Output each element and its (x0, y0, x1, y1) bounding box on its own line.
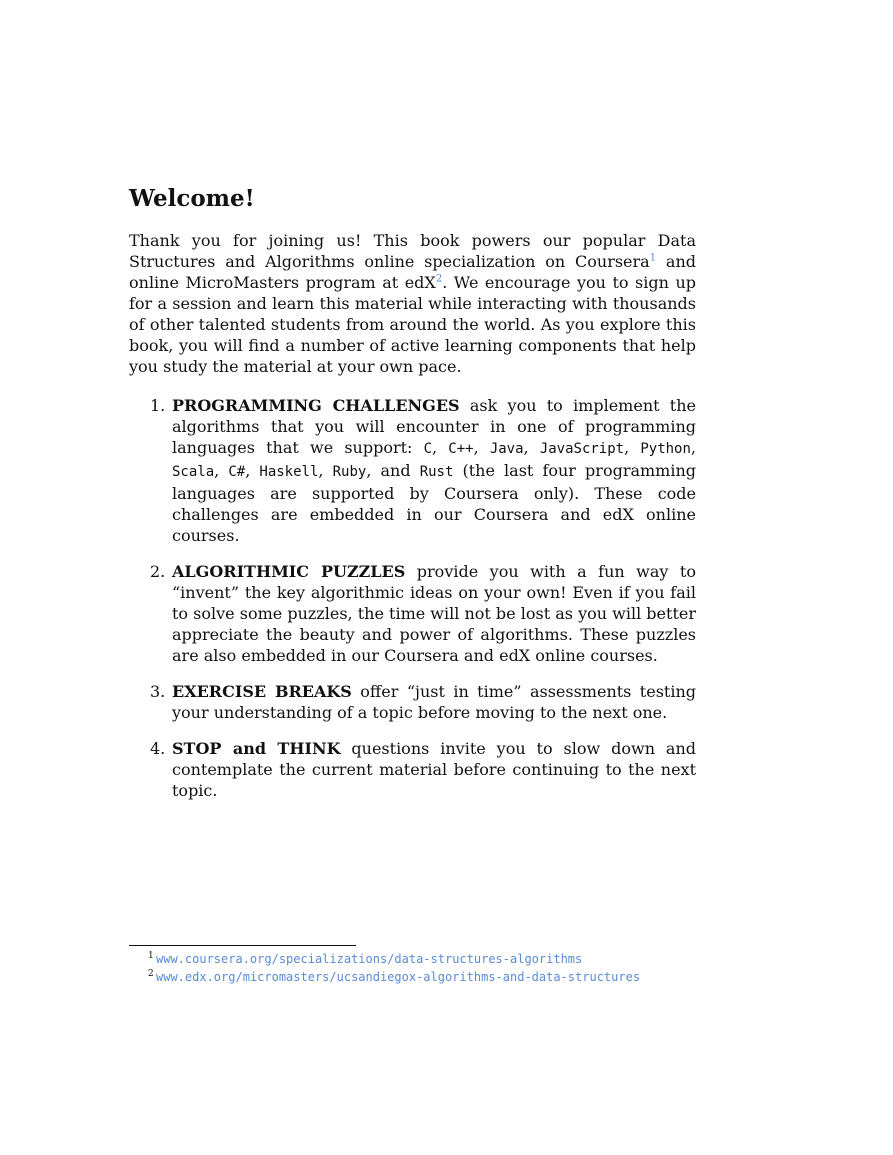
intro-text-1: Thank you for joining us! This book powers our popular Data Structures and Algorithms online specialization on Coursera (129, 231, 696, 271)
list-item-heading: PROGRAMMING CHALLENGES (172, 396, 460, 415)
footnote-link-coursera[interactable]: www.coursera.org/specializations/data-structures-algorithms (156, 952, 583, 966)
language-javascript: JavaScript (539, 441, 625, 457)
list-item-exercise-breaks (129, 681, 696, 723)
intro-text-2: and online MicroMasters program at edX (129, 252, 696, 292)
footnote-divider (129, 945, 356, 946)
language-rust: Rust (419, 464, 454, 480)
learning-components-list (129, 395, 696, 801)
footnote-ref-2[interactable]: 2 (435, 273, 443, 285)
list-item-text: offer “just in time” assessments testing your understanding of a topic before moving to the next one. (172, 682, 697, 722)
separator: , (690, 438, 697, 457)
list-item-text: (the last four programming languages are supported by Coursera only). These code challenges are embedded in our Coursera and edX online courses. (172, 461, 697, 545)
language-c: C (423, 441, 433, 457)
list-item-text: questions invite you to slow down and contemplate the current material before continuing to the next topic. (172, 739, 697, 800)
footnote-link-edx[interactable]: www.edx.org/micromasters/ucsandiegox-algorithms-and-data-structures (156, 970, 641, 984)
intro-paragraph (129, 230, 696, 377)
separator: , (318, 461, 333, 480)
separator: , (432, 438, 449, 457)
separator: , (214, 461, 229, 480)
list-item-text: ask you to implement the algorithms that you will encounter in one of programming languages that we support: (172, 396, 697, 457)
separator: , (624, 438, 641, 457)
separator: , (473, 438, 490, 457)
language-java: Java (489, 441, 524, 457)
language-ruby: Ruby (332, 464, 367, 480)
list-item-number: 3. (150, 682, 166, 701)
footnote-ref-1[interactable]: 1 (649, 252, 657, 264)
footnote-1 (129, 950, 779, 968)
separator: , (523, 438, 540, 457)
footnote-mark: 2 (148, 969, 154, 979)
separator: , (245, 461, 260, 480)
list-item-heading: STOP and THINK (172, 739, 341, 758)
separator: , and (366, 461, 420, 480)
language-csharp: C# (228, 464, 246, 480)
language-scala: Scala (172, 464, 215, 480)
list-item-heading: ALGORITHMIC PUZZLES (172, 562, 406, 581)
list-item-number: 4. (150, 739, 166, 758)
footnote-2 (129, 968, 779, 986)
list-item-number: 1. (150, 396, 166, 415)
list-item-text: provide you with a fun way to “invent” the key algorithmic ideas on your own! Even if you fail to solve some puzzles, the time will not be lost as you will better appreciate the beauty and power of algorithms. These puzzles are also embedded in our Coursera and edX online courses. (172, 562, 696, 665)
language-haskell: Haskell (259, 464, 319, 480)
list-item-heading: EXERCISE BREAKS (172, 682, 352, 701)
main-content (129, 183, 696, 816)
list-item-programming-challenges (129, 395, 696, 546)
footnotes (129, 945, 779, 986)
page-title: Welcome! (129, 185, 255, 212)
intro-text-3: . We encourage you to sign up for a session and learn this material while interacting with thousands of other talented students from around the world. As you explore this book, you will find a number of active learning components that help you study the material at your own pace. (129, 273, 696, 376)
list-item-number: 2. (150, 562, 166, 581)
language-cpp: C++ (448, 441, 474, 457)
language-python: Python (640, 441, 691, 457)
footnote-mark: 1 (148, 951, 154, 961)
list-item-algorithmic-puzzles (129, 561, 696, 666)
list-item-stop-and-think (129, 738, 696, 801)
